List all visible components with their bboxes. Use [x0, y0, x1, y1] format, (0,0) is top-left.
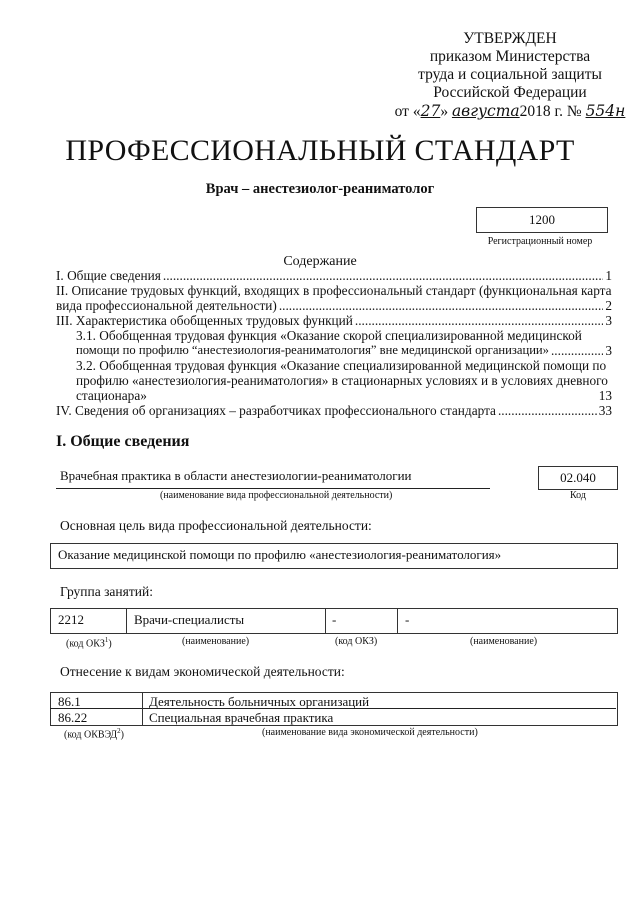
table-divider [126, 608, 127, 634]
toc-item[interactable]: вида профессиональной деятельности) ..... 2 [56, 298, 612, 313]
caption-okz-code-2: (код ОКЗ) [335, 636, 378, 647]
caption-name-2: (наименование) [470, 636, 538, 647]
toc-item[interactable]: IV. Сведения об организациях – разработчиках профессионального стандарта ..... 33 [56, 403, 612, 418]
toc-item-text: 3.2. Обобщенная трудовая функция «Оказание специализированной медицинской помощи по [76, 358, 607, 373]
table-divider [142, 692, 143, 726]
handwritten-number: 554н [585, 102, 626, 120]
econ-name: Деятельность больничных организаций [149, 694, 370, 709]
code-caption: Код [570, 490, 586, 501]
approval-block [390, 30, 630, 121]
toc-item[interactable]: III. Характеристика обобщенных трудовых функций ..... 3 [56, 313, 612, 328]
caption-econ-name: (наименование вида экономической деятельности) [262, 727, 478, 738]
approval-line: труда и социальной защиты [418, 66, 602, 83]
caption-name: (наименование) [182, 636, 250, 647]
toc-title: Содержание [283, 254, 357, 269]
toc-item[interactable]: стационара» 13 [76, 388, 612, 403]
econ-code: 86.22 [58, 710, 88, 725]
goal-label: Основная цель вида профессиональной деятельности: [60, 518, 372, 533]
handwritten-month: августа [451, 102, 520, 120]
table-divider [325, 608, 326, 634]
econ-code: 86.1 [58, 694, 81, 709]
toc-item[interactable]: I. Общие сведения ..... 1 [56, 268, 612, 283]
activity-caption: (наименование вида профессиональной деятельности) [160, 490, 393, 501]
table-divider [397, 608, 398, 634]
group-code-2: - [332, 612, 337, 627]
activity-code-box: 02.040 [538, 466, 618, 490]
section-heading: I. Общие сведения [56, 433, 190, 450]
group-name-2: - [405, 612, 410, 627]
caption-okved-code: (код ОКВЭД$^2$) [64, 727, 124, 741]
approval-heading: УТВЕРЖДЕН [463, 30, 557, 47]
underline [56, 488, 490, 489]
econ-name: Специальная врачебная практика [149, 710, 334, 725]
registration-number-box: 1200 [476, 207, 608, 233]
toc-item[interactable]: помощи по профилю “анестезиология-реаниматология” вне медицинской организации» ..... 3 [76, 343, 612, 358]
approval-line: приказом Министерства [429, 48, 591, 65]
toc-item-text: II. Описание трудовых функций, входящих в профессиональный стандарт (функциональная карта [56, 283, 612, 298]
toc-item-text: 3.1. Обобщенная трудовая функция «Оказание скорой специализированной медицинской [76, 328, 582, 343]
group-name: Врачи-специалисты [134, 612, 245, 627]
activity-name: Врачебная практика в области анестезиологии-реаниматологии [60, 468, 412, 483]
handwritten-day: 27 [420, 102, 441, 120]
group-code: 2212 [58, 612, 84, 627]
document-title: ПРОФЕССИОНАЛЬНЫЙ СТАНДАРТ [65, 134, 575, 167]
goal-text: Оказание медицинской помощи по профилю «анестезиология-реаниматология» [58, 547, 502, 562]
approval-line: Российской Федерации [433, 84, 587, 101]
toc-item-text: профилю «анестезиология-реаниматология» в стационарных условиях и в условиях дневного [76, 373, 608, 388]
approval-date: от «27» августа2018 г. № 554н [394, 102, 626, 120]
document-subtitle: Врач – анестезиолог-реаниматолог [205, 181, 435, 197]
caption-okz-code: (код ОКЗ$^1$) [66, 636, 112, 650]
group-label: Группа занятий: [60, 584, 153, 599]
registration-number-label: Регистрационный номер [487, 236, 593, 247]
econ-label: Отнесение к видам экономической деятельности: [60, 664, 345, 679]
